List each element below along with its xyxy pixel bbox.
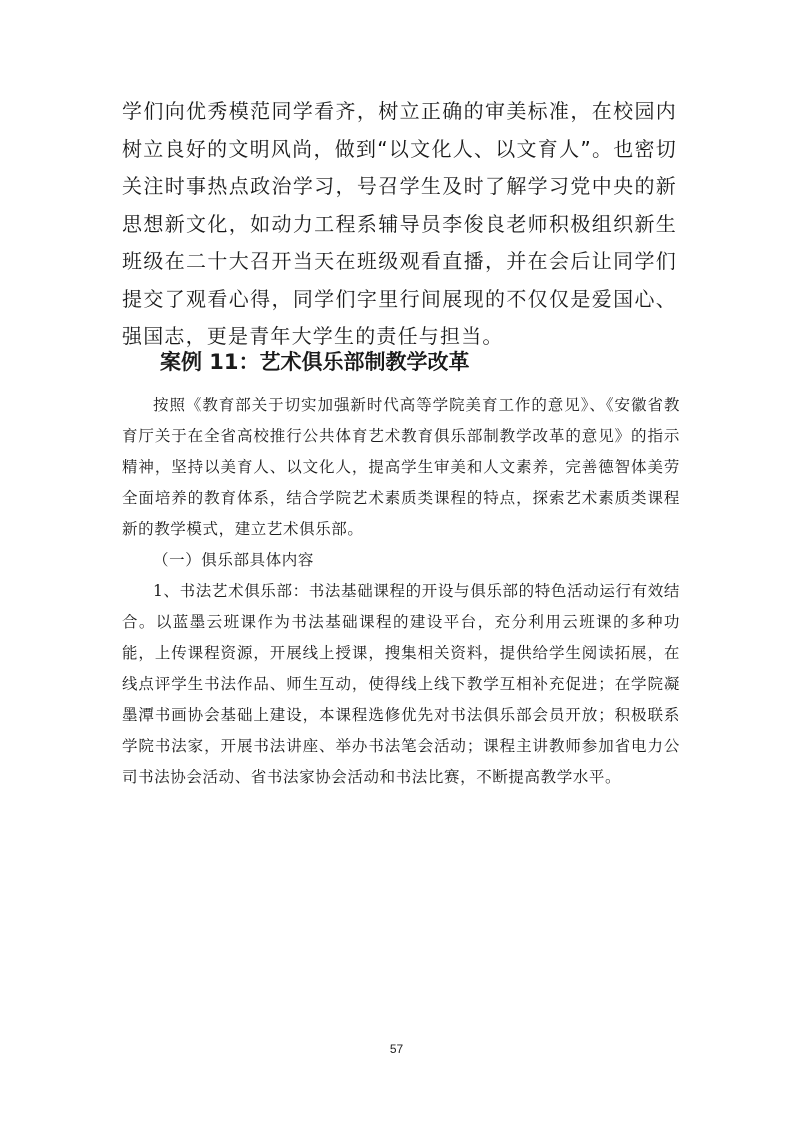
page-number: 57 bbox=[389, 1042, 404, 1056]
continuation-paragraph: 学们向优秀模范同学看齐，树立正确的审美标准，在校园内树立良好的文明风尚，做到“以文化人、以文育人”。也密切关注时事热点政治学习，号召学生及时了解学习党中央的新思想新文化，如动力工程系辅导员李俊良老师积极组织新生班级在二十大召开当天在班级观看直播，并在会后让同学们提交了观看心得，同学们字里行间展现的不仅仅是爱国心、强国志，更是青年大学生的责任与担当。 bbox=[122, 99, 677, 348]
section-heading: （一）俱乐部具体内容 bbox=[153, 551, 315, 569]
case-title: 案例 11：艺术俱乐部制教学改革 bbox=[160, 350, 470, 374]
item-paragraph: 1、书法艺术俱乐部：书法基础课程的开设与俱乐部的特色活动运行有效结合。以蓝墨云班课作为书法基础课程的建设平台，充分利用云班课的多种功能，上传课程资源，开展线上授课，搜集相关资料，提供给学生阅读拓展，在线点评学生书法作品、师生互动，使得线上线下教学互相补充促进；在学院凝墨潭书画协会基础上建设，本课程选修优先对书法俱乐部会员开放；积极联系学院书法家，开展书法讲座、举办书法笔会活动；课程主讲教师参加省电力公司书法协会活动、省书法家协会活动和书法比赛，不断提高教学水平。 bbox=[122, 582, 680, 786]
case-body bbox=[122, 390, 680, 793]
intro-paragraph: 按照《教育部关于切实加强新时代高等学院美育工作的意见》、《安徽省教育厅关于在全省高校推行公共体育艺术教育俱乐部制教学改革的意见》的指示精神，坚持以美育人、以文化人，提高学生审美和人文素养，完善德智体美劳全面培养的教育体系，结合学院艺术素质类课程的特点，探索艺术素质类课程新的教学模式，建立艺术俱乐部。 bbox=[122, 396, 680, 538]
